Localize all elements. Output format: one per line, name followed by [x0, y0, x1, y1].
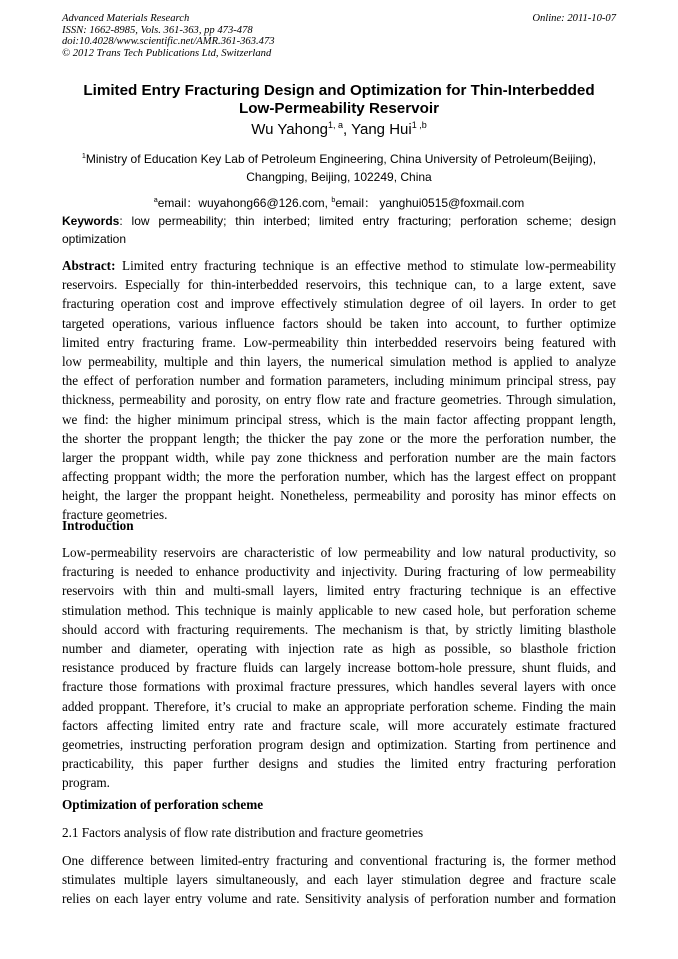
abstract-line: we find: the higher minimum principal stress, which is the main factor affecting proppant length,: [62, 411, 616, 427]
keywords-label: Keywords: [62, 214, 120, 228]
section-line: stimulates multiple layers simultaneously, and each layer stimulation degree and fracture scale: [62, 872, 616, 888]
introduction-line: geometries, instructing perforation program design and optimization. Starting from pertinence and: [62, 736, 616, 752]
affiliation: [62, 150, 616, 186]
introduction-line: fracturing is needed to enhance productivity and injectivity. During fracturing of low permeability: [62, 564, 616, 580]
author-emails: [62, 195, 616, 211]
section-line: relies on each layer entry volume and rate. Sensitivity analysis of perforation number and formation: [62, 891, 616, 907]
introduction-body: [62, 543, 616, 792]
abstract: [62, 256, 616, 525]
issn-line: ISSN: 1662-8985, Vols. 361-363, pp 473-478: [62, 24, 253, 36]
section-line: One difference between limited-entry fracturing and conventional fracturing is, the former method: [62, 853, 616, 868]
introduction-line: reservoirs with thin and multi-small layers, limited entry fracturing technique is an effective: [62, 583, 616, 599]
introduction-line: added proppant. Therefore, it’s crucial to make an appropriate perforation scheme. Finding the main: [62, 698, 616, 714]
keywords-text: : low permeability; thin interbed; limited entry fracturing; perforation scheme; design: [119, 214, 616, 228]
journal-header: [62, 13, 275, 59]
subsection-heading: 2.1 Factors analysis of flow rate distribution and fracture geometries: [62, 825, 424, 840]
author-separator: ,: [343, 121, 352, 138]
abstract-line: affecting proppant width; the more the perforation number, which has the largest effect on proppant: [62, 469, 616, 485]
keywords: [62, 212, 616, 248]
affiliation-line-2: Changping, Beijing, 102249, China: [246, 170, 432, 184]
abstract-line: limited entry fracturing frame. Low-permeability thin interbedded reservoirs being featured with: [62, 334, 616, 350]
introduction-line: factors affecting limited entry rate and fracture scale, will more accurately estimate fractured: [62, 717, 616, 733]
author-affil-sup: 1, a: [328, 120, 344, 130]
email-a[interactable]: email：wuyahong66@126.com,: [157, 196, 332, 210]
affiliation-sup: 1: [81, 151, 86, 160]
abstract-line: larger the proppant width, while pay zone thickness and perforation number are the main factors: [62, 449, 616, 465]
online-date: Online: 2011-10-07: [532, 13, 616, 24]
copyright-line: © 2012 Trans Tech Publications Ltd, Switzerland: [62, 47, 272, 59]
abstract-line: height, the larger the proppant height. Nonetheless, permeability and porosity has minor effects on: [62, 488, 616, 504]
introduction-line: number and diameter, operating with injection rate as high as possible, so blasthole friction: [62, 640, 616, 656]
doi-line: doi:10.4028/www.scientific.net/AMR.361-363.473: [62, 36, 275, 47]
abstract-line: the effect of perforation number and formation parameters, including minimum principal stress, pay: [62, 373, 616, 389]
author-name: Wu Yahong: [251, 121, 329, 138]
keywords-text: optimization: [62, 232, 127, 246]
introduction-line: program.: [62, 775, 110, 791]
title-line-1: Limited Entry Fracturing Design and Optimization for Thin-Interbedded: [83, 82, 595, 99]
introduction-line: resistance produced by fracture fluids can largely increase bottom-hole pressure, shunt fluids, and: [62, 660, 616, 676]
title-line-2: Low-Permeability Reservoir: [238, 100, 440, 117]
author-name: Yang Hui: [351, 121, 412, 138]
email-b[interactable]: email： yanghui0515@foxmail.com: [335, 196, 525, 210]
journal-name: Advanced Materials Research: [62, 13, 190, 24]
email-sup-b: b: [331, 195, 336, 204]
abstract-line: low permeability, multiple and thin layers, the numerical simulation method is applied to analyze: [62, 353, 616, 369]
introduction-line: Low-permeability reservoirs are characteristic of low permeability and low natural productivity, so: [62, 545, 616, 560]
abstract-line: the shorter the proppant length; the thicker the pay zone or the more the perforation number, the: [62, 430, 616, 446]
author-list: [62, 121, 616, 139]
author-affil-sup: 1 ,b: [411, 120, 427, 130]
paper-title: [62, 82, 616, 118]
affiliation-line-1: Ministry of Education Key Lab of Petroleum Engineering, China University of Petroleum(Beijing),: [85, 152, 597, 166]
abstract-line: fracture geometries.: [62, 507, 168, 523]
abstract-line: Limited entry fracturing technique is an effective method to stimulate low-permeability: [115, 258, 616, 273]
section-body: [62, 851, 616, 909]
introduction-line: fracture those formations with proximal fracture pressures, which handles several layers with once: [62, 679, 616, 695]
introduction-line: practicability, this paper further designs and studies the limited entry fracturing perforation: [62, 756, 616, 772]
abstract-line: thickness, permeability and porosity, on entry flow rate and fracture geometries. Through simulation,: [62, 392, 616, 408]
introduction-line: stimulation method. This technique is mainly applicable to new cased hole, but perforation scheme: [62, 602, 616, 618]
email-sup-a: a: [153, 195, 158, 204]
abstract-line: reservoirs. Especially for thin-interbedded reservoirs, this technique can, to a large extent, save: [62, 277, 616, 293]
abstract-line: fracturing operation cost and improve effectively stimulation degree of oil layers. In order to get: [62, 296, 616, 312]
abstract-line: targeted operations, various influence factors should be taken into account, to further optimize: [62, 315, 616, 331]
introduction-line: should accord with fracturing requirements. The mechanism is that, by strictly limiting blasthole: [62, 621, 616, 637]
abstract-label: Abstract:: [62, 258, 116, 273]
introduction-heading: Introduction: [62, 518, 134, 533]
section-heading: Optimization of perforation scheme: [62, 797, 264, 812]
